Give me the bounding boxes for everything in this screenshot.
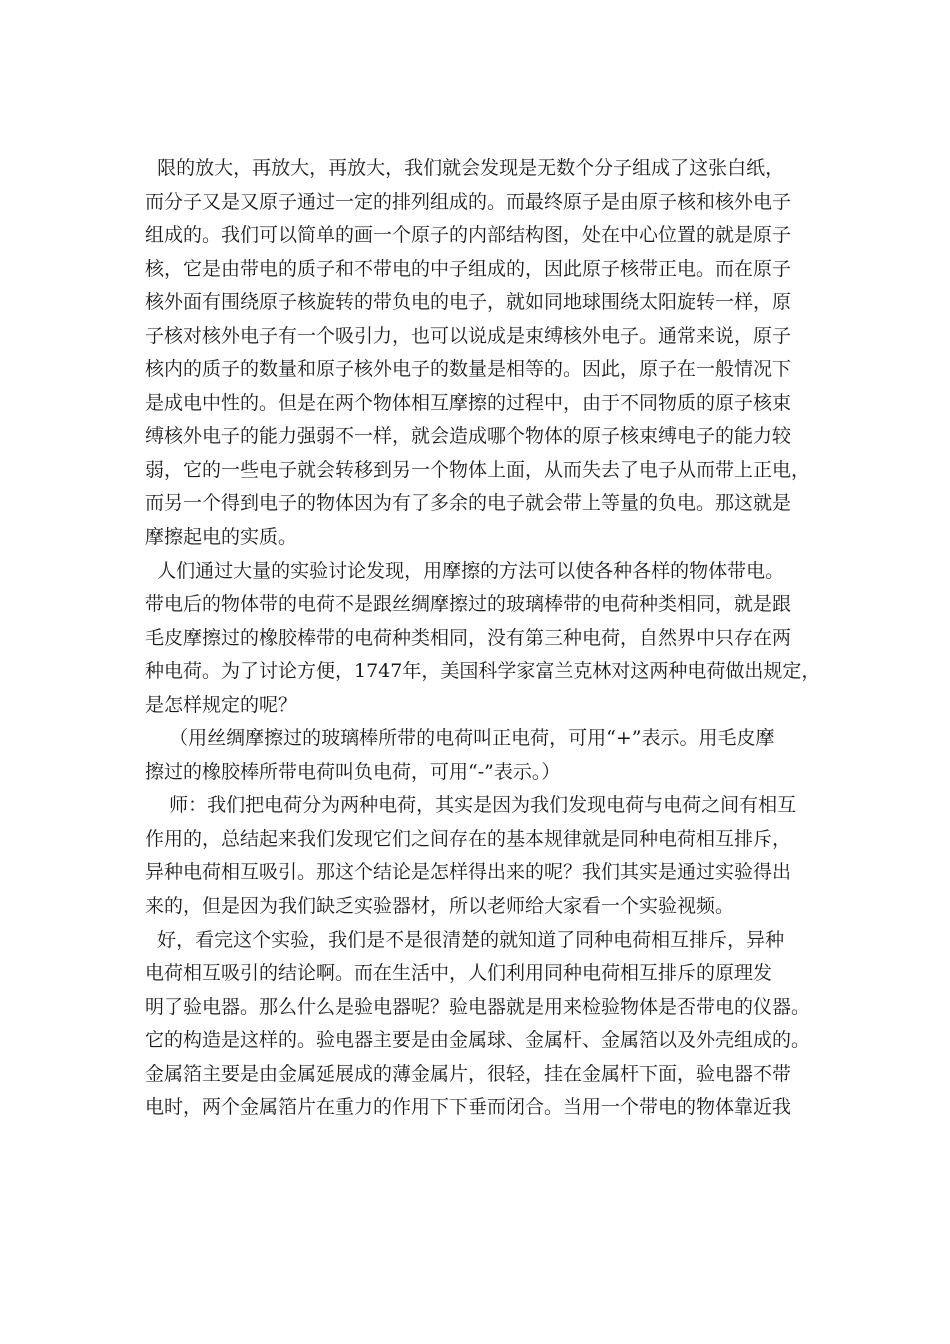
text-line: 带电后的物体带的电荷不是跟丝绸摩擦过的玻璃棒带的电荷种类相同，就是跟 xyxy=(145,593,792,616)
text-line: 缚核外电子的能力强弱不一样，就会造成哪个物体的原子核束缚电子的能力较 xyxy=(145,425,792,448)
document-body xyxy=(145,152,821,1125)
text-line: 师：我们把电荷分为两种电荷，其实是因为我们发现电荷与电荷之间有相互 xyxy=(145,794,797,817)
text-line: 金属箔主要是由金属延展成的薄金属片，很轻，挂在金属杆下面，验电器不带 xyxy=(145,1062,792,1085)
text-line: 而分子又是又原子通过一定的排列组成的。而最终原子是由原子核和核外电子 xyxy=(145,190,792,213)
text-line: 擦过的橡胶棒所带电荷叫负电荷，可用“-”表示。） xyxy=(145,760,561,783)
text-line: 摩擦起电的实质。 xyxy=(145,526,298,549)
text-line: 而另一个得到电子的物体因为有了多余的电子就会带上等量的负电。那这就是 xyxy=(145,492,792,515)
text-line: 核外面有围绕原子核旋转的带负电的电子，就如同地球围绕太阳旋转一样，原 xyxy=(145,291,792,314)
text-line: 电荷相互吸引的结论啊。而在生活中，人们利用同种电荷相互排斥的原理发 xyxy=(145,962,773,985)
text-line: 组成的。我们可以简单的画一个原子的内部结构图，处在中心位置的就是原子 xyxy=(145,224,792,247)
text-line: 是怎样规定的呢？ xyxy=(145,693,298,716)
text-line: 核内的质子的数量和原子核外电子的数量是相等的。因此，原子在一般情况下 xyxy=(145,358,792,381)
text-line: 子核对核外电子有一个吸引力，也可以说成是束缚核外电子。通常来说，原子 xyxy=(145,324,792,347)
text-line: 核，它是由带电的质子和不带电的中子组成的，因此原子核带正电。而在原子 xyxy=(145,257,792,280)
text-line: 毛皮摩擦过的橡胶棒带的电荷种类相同，没有第三种电荷，自然界中只存在两 xyxy=(145,626,792,649)
text-line: 弱，它的一些电子就会转移到另一个物体上面，从而失去了电子从而带上正电， xyxy=(145,458,811,481)
text-line: （用丝绸摩擦过的玻璃棒所带的电荷叫正电荷，可用“+”表示。用毛皮摩 xyxy=(145,727,775,750)
text-line: 限的放大，再放大，再放大，我们就会发现是无数个分子组成了这张白纸， xyxy=(145,157,785,179)
text-line: 人们通过大量的实验讨论发现，用摩擦的方法可以使各种各样的物体带电。 xyxy=(145,559,785,582)
text-line: 异种电荷相互吸引。那这个结论是怎样得出来的呢？我们其实是通过实验得出 xyxy=(145,861,792,884)
text-line: 种电荷。为了讨论方便，1747年，美国科学家富兰克林对这两种电荷做出规定， xyxy=(145,660,821,683)
text-line: 好，看完这个实验，我们是不是很清楚的就知道了同种电荷相互排斥，异种 xyxy=(145,928,785,951)
text-line: 来的，但是因为我们缺乏实验器材，所以老师给大家看一个实验视频。 xyxy=(145,895,735,918)
text-line: 作用的，总结起来我们发现它们之间存在的基本规律就是同种电荷相互排斥， xyxy=(145,827,792,850)
text-line: 它的构造是这样的。验电器主要是由金属球、金属杆、金属箔以及外壳组成的。 xyxy=(145,1029,811,1052)
text-line: 明了验电器。那么什么是验电器呢？验电器就是用来检验物体是否带电的仪器。 xyxy=(145,995,811,1018)
text-line: 是成电中性的。但是在两个物体相互摩擦的过程中，由于不同物质的原子核束 xyxy=(145,391,792,414)
text-line: 电时，两个金属箔片在重力的作用下下垂而闭合。当用一个带电的物体靠近我 xyxy=(145,1096,792,1119)
